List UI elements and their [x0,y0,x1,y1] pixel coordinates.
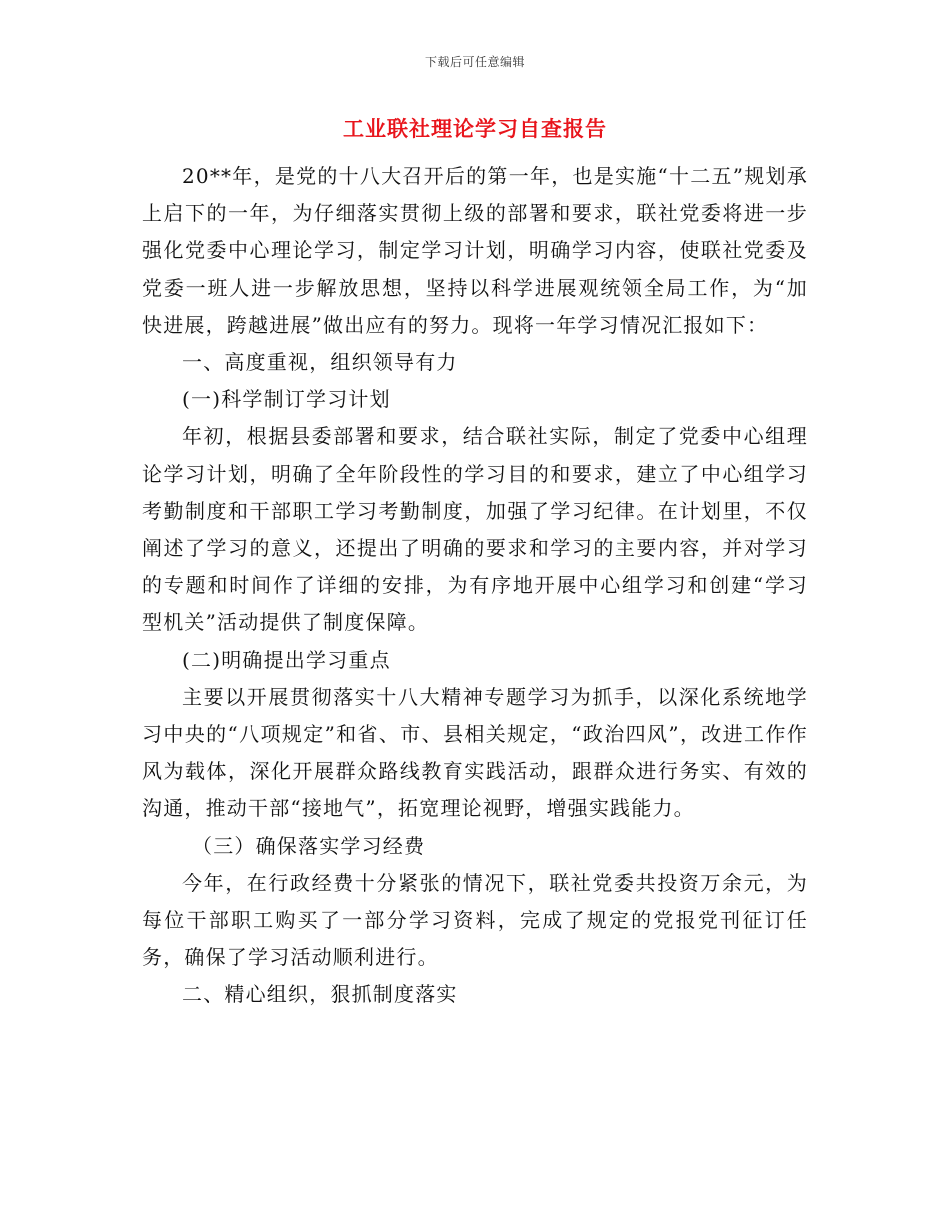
section-heading-1: 一、高度重视，组织领导有力 [182,350,458,375]
document-title: 工业联社理论学习自查报告 [343,116,607,141]
subsection-heading-1-1: (一)科学制订学习计划 [182,387,391,412]
paragraph-study-focus: 主要以开展贯彻落实十八大精神专题学习为抓手，以深化系统地学习中央的“八项规定”和省、市、县相关规定，“政治四风”，改进工作作风为载体，深化开展群众路线教育实践活动，跟群众进行务实、有效的沟通，推动干部“接地气”，拓宽理论视野，增强实践能力。 [142,684,808,821]
subsection-heading-1-3: （三）确保落实学习经费 [192,833,426,858]
paragraph-study-plan: 年初，根据县委部署和要求，结合联社实际，制定了党委中心组理论学习计划，明确了全年阶段性的学习目的和要求，建立了中心组学习考勤制度和干部职工学习考勤制度，加强了学习纪律。在计划里，不仅阐述了学习的意义，还提出了明确的要求和学习的主要内容，并对学习的专题和时间作了详细的安排，为有序地开展中心组学习和创建“学习型机关”活动提供了制度保障。 [142,424,808,635]
paragraph-intro: 20**年，是党的十八大召开后的第一年，也是实施“十二五”规划承上启下的一年，为仔细落实贯彻上级的部署和要求，联社党委将进一步强化党委中心理论学习，制定学习计划，明确学习内容，使联社党委及党委一班人进一步解放思想，坚持以科学进展观统领全局工作，为“加快进展，跨越进展”做出应有的努力。现将一年学习情况汇报如下： [142,164,808,337]
header-note: 下载后可任意编辑 [424,55,525,69]
section-heading-2: 二、精心组织，狠抓制度落实 [182,982,458,1007]
paragraph-study-funding: 今年，在行政经费十分紧张的情况下，联社党委共投资万余元，为每位干部职工购买了一部分学习资料，完成了规定的党报党刊征订任务，确保了学习活动顺利进行。 [142,870,808,970]
subsection-heading-1-2: (二)明确提出学习重点 [182,647,391,672]
document-body [142,158,808,1014]
